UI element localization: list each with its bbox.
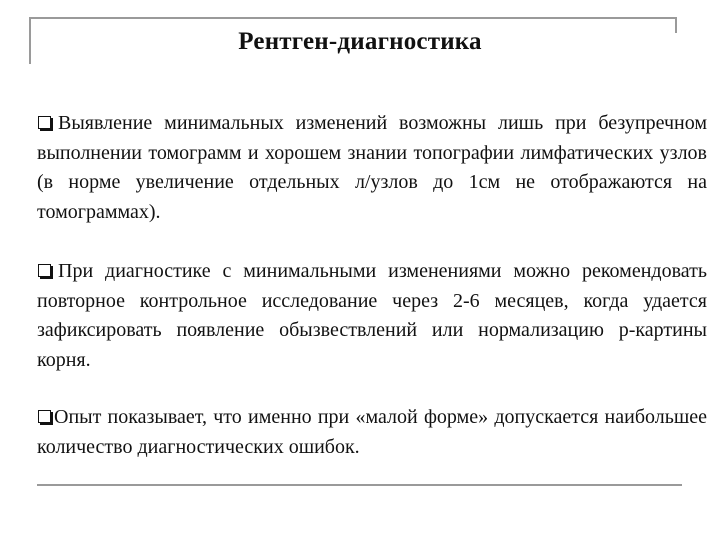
paragraph-1-text: Выявление минимальных изменений возможны лишь при безупречном выполнении томограмм и хорошем знании топографии лимфатических узлов (в норме увеличение отдельных л/узлов до 1см не отображаются на томограммах). xyxy=(37,112,707,223)
frame-top-line xyxy=(29,17,677,19)
paragraph-3-text: Опыт показывает, что именно при «малой форме» допускается наибольшее количество диагностических ошибок. xyxy=(37,406,707,458)
square-bullet-icon xyxy=(38,410,51,423)
paragraph-2-text: При диагностике с минимальными изменениями можно рекомендовать повторное контрольное исследование через 2-6 месяцев, когда удается зафиксировать появление обызвествлений или нормализацию р-картины корня. xyxy=(37,260,707,371)
bullet-paragraph-1 xyxy=(37,109,707,227)
bullet-paragraph-3 xyxy=(37,403,707,462)
frame-bottom-line xyxy=(37,484,682,486)
slide-body xyxy=(37,109,707,462)
bullet-paragraph-2 xyxy=(37,257,707,375)
slide-title: Рентген-диагностика xyxy=(238,28,482,55)
square-bullet-icon xyxy=(38,116,51,129)
square-bullet-icon xyxy=(38,264,51,277)
